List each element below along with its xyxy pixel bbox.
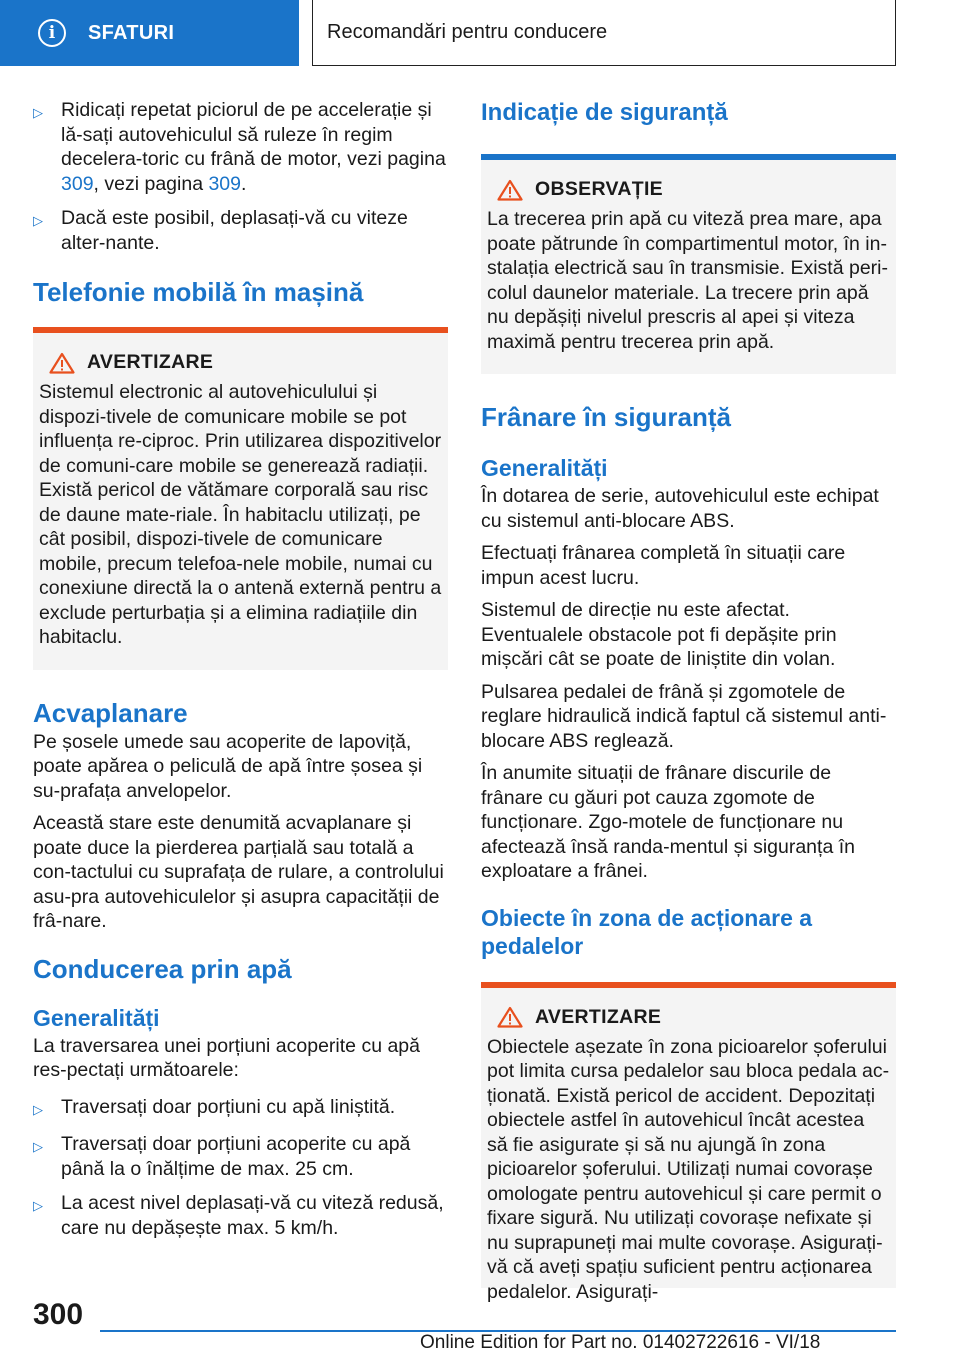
warning-triangle-icon [497,1006,523,1028]
chapter-title: Recomandări pentru conducere [327,21,608,43]
section-tab [0,0,299,66]
section-heading: Conducerea prin apă [33,953,292,984]
list-item-text: La acest nivel deplasați-vă cu viteză redusă, care nu depășește max. 5 km/h. [61,1192,444,1239]
list-item-text: Traversați doar porțiuni cu apă liniștită. [61,1095,396,1118]
list-item [33,98,448,196]
warning-box [33,327,448,670]
chapter-title-box [312,0,896,66]
right-column [481,98,896,1303]
list-item [33,1132,448,1181]
warning-box [481,982,896,1303]
bullet-triangle-icon: ▷ [33,1139,43,1154]
warning-text: Obiectele așezate în zona picioarelor șoferului pot limita cursa pedalelor sau bloca pedala ac-ționată. Există pericol de accident. Depozitați obiectele astfel în autovehicul încât acestea să fie asigurate și să nu ajungă în zona picioarelor șoferului. Utilizați numai covorașe omologate pentru autovehicul și care permit o fixare sigură. Nu utilizați covorașe nefixate și nu suprapuneți mai multe covorașe. Asigurați-vă că aveți spațiu suficient pentru acționarea pedalelor. Asigurați- [487,1035,890,1303]
warning-header [487,1006,890,1029]
paragraph: Această stare este denumită acvaplanare și poate duce la pierderea parțială sau totală a con-tactului cu suprafața de rulare, a controlului asu-pra autovehiculelor și asupra capacității de frâ-nare. [33,812,444,932]
warning-label: AVERTIZARE [535,1005,662,1028]
list-item-text: Traversați doar porțiuni acoperite cu apă până la o înălțime de max. 25 cm. [61,1133,411,1180]
paragraph: Efectuați frânarea completă în situații care impun acest lucru. [481,542,846,589]
warning-triangle-icon [49,352,75,374]
paragraph: Pulsarea pedalei de frână și zgomotele de reglare hidraulică indică faptul că sistemul anti-blocare ABS reglează. [481,680,887,752]
paragraph: În dotarea de serie, autovehiculul este echipat cu sistemul anti-blocare ABS. [481,485,879,532]
paragraph: Sistemul de direcție nu este afectat. Eventualele obstacole pot fi depășite prin mișcări cât se poate de liniștite din volan. [481,599,837,670]
bullet-triangle-icon: ▷ [33,105,43,120]
paragraph: În anumite situații de frânare discurile de frânare cu găuri pot cauza zgomote de funcționare. Zgo-motele de funcționare nu afectează însă randa-mentul și siguranța în exploatare a frânei. [481,762,855,882]
warning-label: AVERTIZARE [87,351,214,373]
bullet-triangle-icon: ▷ [33,1101,43,1117]
section-heading: Frânare în siguranță [481,402,731,432]
warning-text: Sistemul electronic al autovehiculului și dispozi-tivele de comunicare mobile se pot influența re-ciproc. Prin utilizarea dispozitivelor de comuni-care mobile se generează radiații. Există pericol de vătămare corporală sau risc de daune mate-riale. În habitaclu utilizați, pe cât posibil, dispozi-tivele de comunicare mobile, precum telefoa-nele mobile, numai cu conexiune directă la o antenă externă pentru a exclude perturbația și a elimina radiațiile din habitaclu. [39,381,442,648]
section-heading: Indicație de siguranță [481,99,728,126]
note-label: OBSERVAȚIE [535,178,663,200]
list-item-text: Dacă este posibil, deplasați-vă cu viteze alter-nante. [61,207,408,254]
list-item [33,206,448,255]
subsection-heading: Obiecte în zona de acționare a pedalelor [481,904,813,959]
list-item-text: Ridicați repetat piciorul de pe accelerație și lă-sați autovehiculul să ruleze în regim decelera-toric cu frână de motor, vezi pagina 309, vezi pagina 309. [61,99,446,195]
section-heading: Acvaplanare [33,697,188,728]
paragraph: Pe șosele umede sau acoperite de lapoviță, poate apărea o peliculă de apă între șosea și su-prafața anvelopelor. [33,730,423,802]
bullet-triangle-icon: ▷ [33,213,43,228]
page-link[interactable]: 309 [208,172,241,195]
info-icon: i [38,19,66,47]
page-header [0,0,960,66]
note-header [487,178,890,201]
bullet-triangle-icon: ▷ [33,1198,43,1213]
section-tab-label: SFATURI [88,21,175,44]
left-column [33,98,448,1250]
warning-triangle-icon [497,179,523,201]
note-text: La trecerea prin apă cu viteză prea mare, apa poate pătrunde în compartimentul motor, în in-stalația electrică sau în transmisie. Există peri-colul daunelor materiale. La trecere prin apă nu depășiți nivelul prescris al apei și viteza maximă pentru trecerea prin apă. [487,208,888,353]
warning-header [39,351,442,374]
list-item [33,1191,448,1240]
section-heading: Telefonie mobilă în mașină [33,277,364,307]
note-box [481,154,896,374]
page-link[interactable]: 309 [61,172,94,195]
list-item [33,1095,448,1123]
footer-edition: Online Edition for Part no. 01402722616 - VI/18 [420,1332,821,1353]
paragraph: La traversarea unei porțiuni acoperite cu apă res-pectați următoarele: [33,1034,420,1081]
page-number: 300 [33,1298,84,1331]
subsection-heading: Generalități [33,1004,160,1031]
subsection-heading: Generalități [481,455,608,481]
